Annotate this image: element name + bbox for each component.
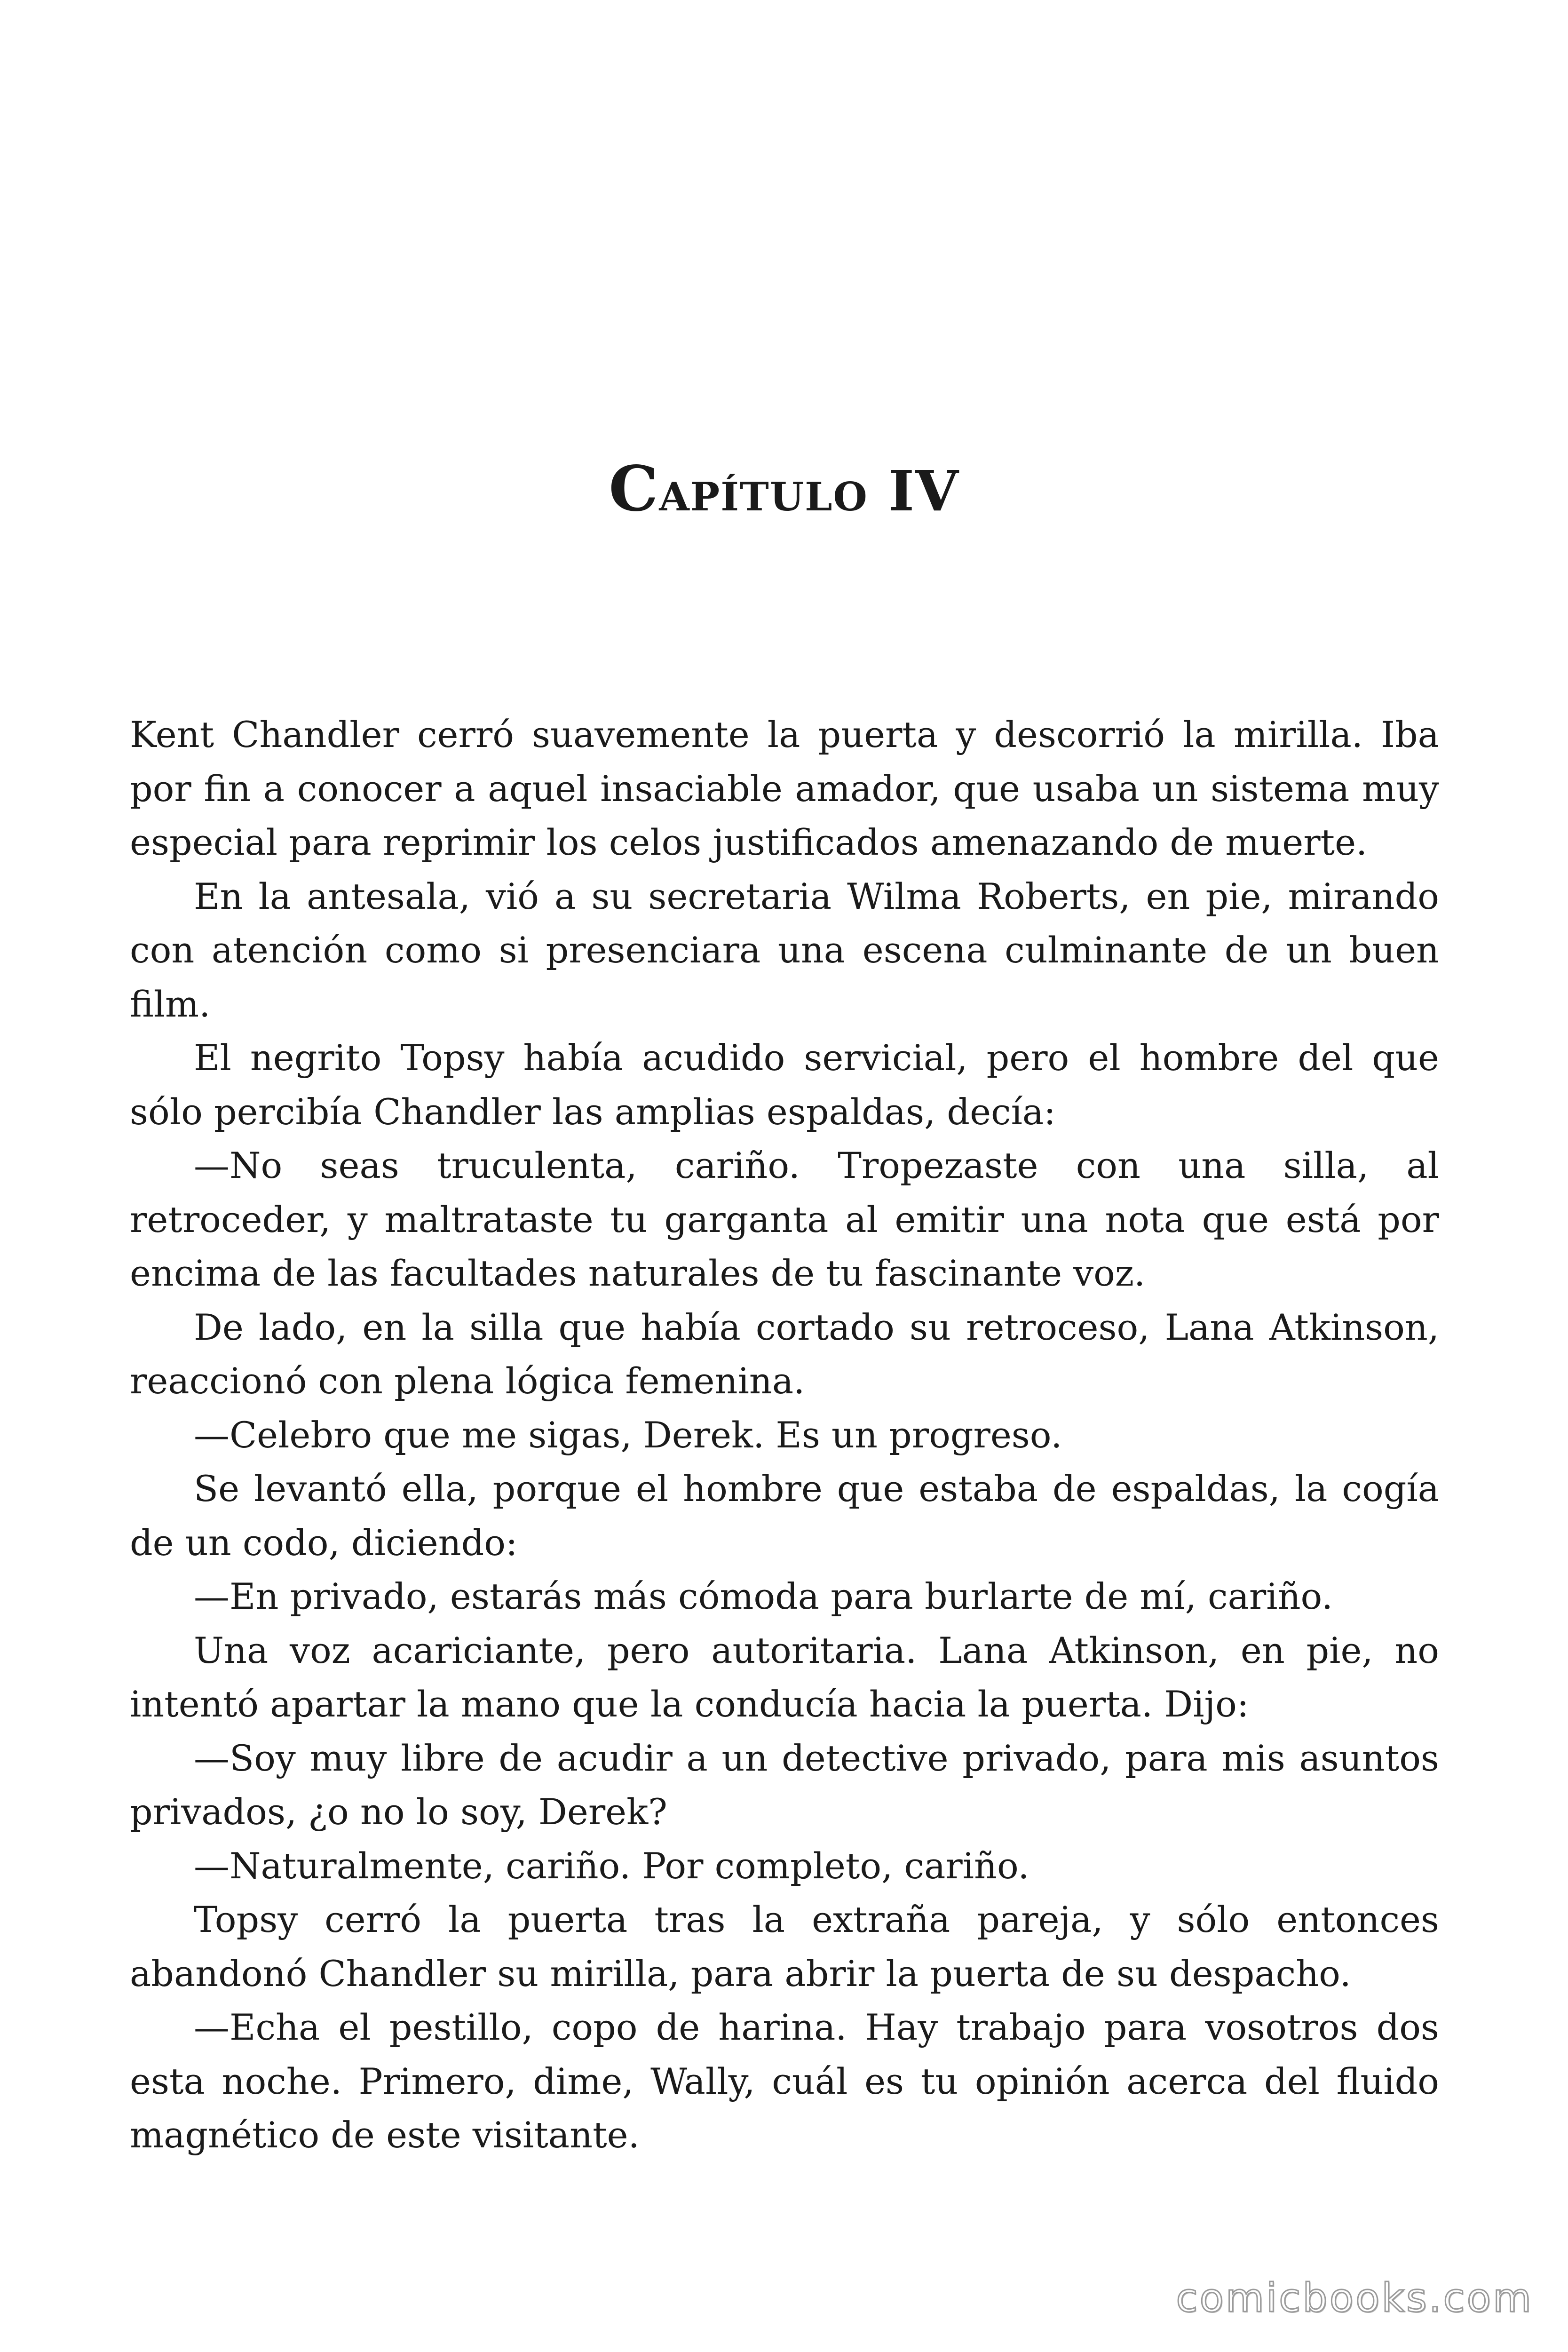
paragraph: El negrito Topsy había acudido servicial, pero el hombre del que sólo percibía Chandler las amplias espaldas, decía: xyxy=(130,1037,1439,1133)
paragraph: —Naturalmente, cariño. Por completo, cariño. xyxy=(194,1844,1029,1887)
chapter-body xyxy=(130,708,1439,2162)
paragraph: —En privado, estarás más cómoda para burlarte de mí, cariño. xyxy=(194,1575,1333,1617)
paragraph: Se levantó ella, porque el hombre que estaba de espaldas, la cogía de un codo, diciendo: xyxy=(130,1468,1439,1564)
paragraph: —Echa el pestillo, copo de harina. Hay trabajo para vosotros dos esta noche. Primero, dime, Wally, cuál es tu opinión acerca del fluido magnético de este visitante. xyxy=(130,2006,1439,2156)
paragraph: Kent Chandler cerró suavemente la puerta y descorrió la mirilla. Iba por fin a conocer a aquel insaciable amador, que usaba un sistema muy especial para reprimir los celos justificados amenazando de muerte. xyxy=(130,714,1439,863)
paragraph: Una voz acariciante, pero autoritaria. Lana Atkinson, en pie, no intentó apartar la mano que la conducía hacia la puerta. Dijo: xyxy=(130,1629,1439,1725)
paragraph: De lado, en la silla que había cortado su retroceso, Lana Atkinson, reaccionó con plena lógica femenina. xyxy=(130,1306,1439,1402)
chapter-title-initial: C xyxy=(609,453,659,525)
paragraph: —Soy muy libre de acudir a un detective privado, para mis asuntos privados, ¿o no lo soy, Derek? xyxy=(130,1737,1439,1833)
paragraph: Topsy cerró la puerta tras la extraña pareja, y sólo entonces abandonó Chandler su mirilla, para abrir la puerta de su despacho. xyxy=(130,1899,1439,1994)
chapter-title-rest: apítulo IV xyxy=(659,458,959,524)
paragraph: En la antesala, vió a su secretaria Wilma Roberts, en pie, mirando con atención como si presenciara una escena culminante de un buen film. xyxy=(130,875,1439,1025)
paragraph: —No seas truculenta, cariño. Tropezaste con una silla, al retroceder, y maltrataste tu garganta al emitir una nota que está por encima de las facultades naturales de tu fascinante voz. xyxy=(130,1144,1439,1294)
chapter-title xyxy=(0,452,1568,529)
watermark: comicbooks.com xyxy=(1176,2275,1533,2321)
paragraph: —Celebro que me sigas, Derek. Es un progreso. xyxy=(194,1414,1062,1456)
